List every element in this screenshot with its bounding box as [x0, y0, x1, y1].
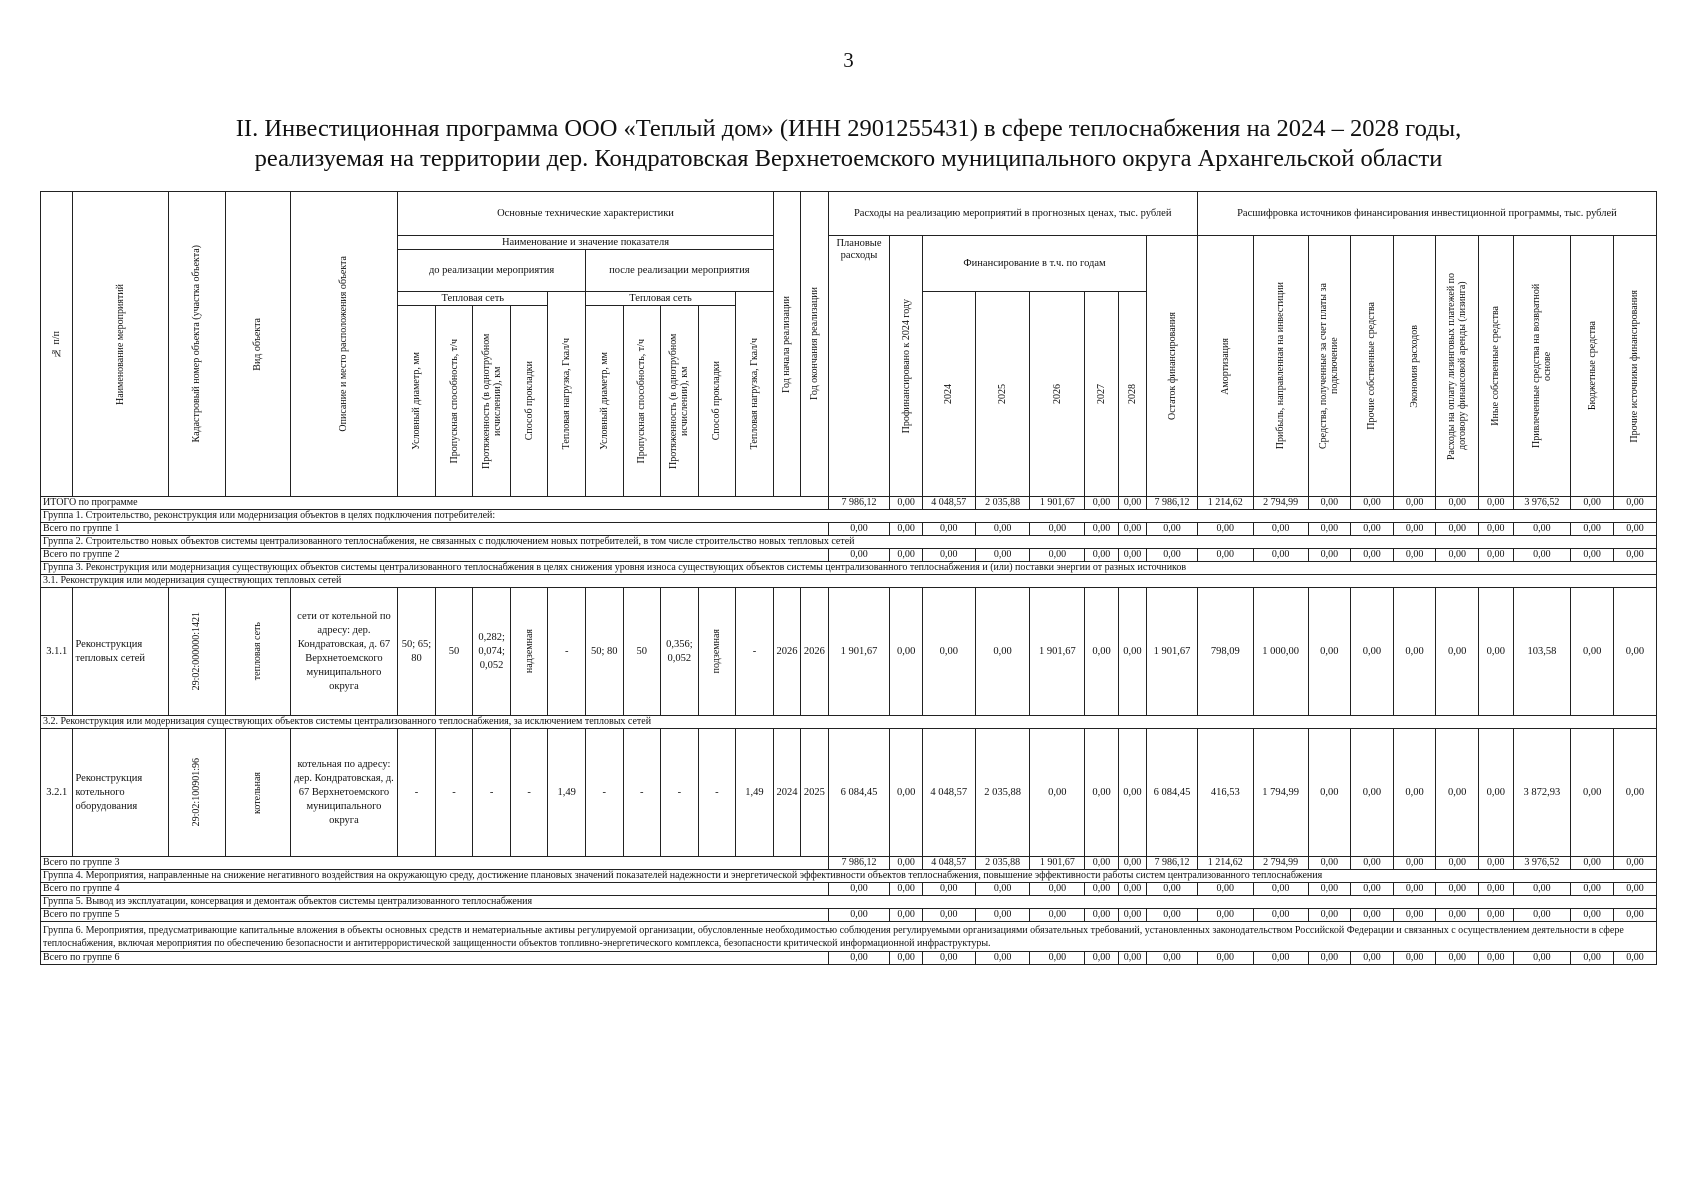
value-cell: 0,00 — [1613, 883, 1656, 896]
header-location: Описание и место расположения объекта — [290, 192, 398, 497]
table-cell: Всего по группе 5 — [41, 909, 829, 922]
group6-label-row — [41, 922, 1657, 952]
header-capacity-before: Пропускная способность, т/ч — [435, 306, 473, 497]
value-cell: 0,00 — [1393, 857, 1436, 870]
header-laying-before: Способ прокладки — [510, 306, 548, 497]
header-heat-net-before: Тепловая сеть — [398, 292, 548, 306]
value-cell: 0,00 — [1030, 909, 1085, 922]
table-cell: 2026 — [773, 588, 800, 716]
item-321-location: котельная по адресу: дер. Кондратовская, д. 67 Верхнетоемского муниципального округа — [290, 729, 398, 857]
value-cell: 0,00 — [1513, 523, 1571, 536]
value-cell: 0,00 — [1436, 729, 1479, 857]
value-cell: 0,00 — [890, 883, 922, 896]
header-leasing: Расходы на оплату лизинговых платежей по договору финансовой аренды (лизинга) — [1436, 236, 1479, 497]
header-length-before: Протяженность (в однотрубном исчислении), км — [473, 306, 511, 497]
value-cell: 0,00 — [1253, 952, 1308, 965]
value-cell: 0,00 — [1118, 497, 1146, 510]
title-line-1: II. Инвестиционная программа ООО «Теплый дом» (ИНН 2901255431) в сфере теплоснабжения на 2024 – 2028 годы, — [235, 115, 1462, 142]
table-cell: 2026 — [801, 588, 828, 716]
value-cell: 0,00 — [890, 729, 922, 857]
value-cell: 0,00 — [1571, 857, 1614, 870]
value-cell: 1 214,62 — [1197, 497, 1253, 510]
value-cell: 0,00 — [1571, 549, 1614, 562]
value-cell: 0,00 — [890, 909, 922, 922]
value-cell: 0,00 — [1147, 952, 1198, 965]
value-cell: 0,00 — [1513, 952, 1571, 965]
value-cell: 0,00 — [1085, 952, 1118, 965]
value-cell: 1 901,67 — [1030, 588, 1085, 716]
value-cell: 0,00 — [890, 952, 922, 965]
value-cell: 0,00 — [1030, 729, 1085, 857]
header-year-start: Год начала реализации — [773, 192, 800, 497]
value-cell: 0,00 — [1393, 523, 1436, 536]
value-cell: 3 976,52 — [1513, 857, 1571, 870]
value-cell: 0,00 — [1351, 549, 1394, 562]
header-diameter-after: Условный диаметр, мм — [585, 306, 623, 497]
value-cell: 0,00 — [975, 952, 1030, 965]
value-cell: 0,00 — [1308, 909, 1351, 922]
value-cell: 0,00 — [1351, 883, 1394, 896]
program-total-row — [41, 497, 1657, 510]
table-cell: 1,49 — [736, 729, 774, 857]
header-y2025: 2025 — [975, 292, 1030, 497]
header-financing-years: Финансирование в т.ч. по годам — [922, 236, 1146, 292]
value-cell: 0,00 — [1479, 588, 1514, 716]
header-amortization: Амортизация — [1197, 236, 1253, 497]
table-cell: Группа 5. Вывод из эксплуатации, консервация и демонтаж объектов системы централизованного теплоснабжения — [41, 896, 1657, 909]
value-cell: 0,00 — [1085, 883, 1118, 896]
header-length-after: Протяженность (в однотрубном исчислении), км — [661, 306, 699, 497]
header-load-before: Тепловая нагрузка, Гкал/ч — [548, 292, 586, 497]
value-cell: 0,00 — [922, 909, 975, 922]
value-cell: 0,00 — [890, 523, 922, 536]
table-cell: 2025 — [801, 729, 828, 857]
header-load-after: Тепловая нагрузка, Гкал/ч — [736, 292, 774, 497]
value-cell: 0,00 — [1436, 549, 1479, 562]
table-cell — [225, 588, 290, 716]
value-cell: 0,00 — [1479, 883, 1514, 896]
value-cell: 0,00 — [1351, 523, 1394, 536]
value-cell: 2 794,99 — [1253, 497, 1308, 510]
value-cell: 0,00 — [1118, 857, 1146, 870]
item-311-cadastral: 29:02:000000:1421 — [191, 612, 203, 691]
header-indicator: Наименование и значение показателя — [398, 236, 774, 250]
value-cell: 0,00 — [1571, 497, 1614, 510]
value-cell: 2 035,88 — [975, 729, 1030, 857]
value-cell: 0,00 — [828, 883, 890, 896]
value-cell: 0,00 — [1613, 952, 1656, 965]
title-line-2: реализуемая на территории дер. Кондратовская Верхнетоемского муниципального округа Архангельской области — [254, 145, 1443, 172]
table-cell — [225, 729, 290, 857]
value-cell: 4 048,57 — [922, 857, 975, 870]
value-cell: 0,00 — [1030, 523, 1085, 536]
value-cell: 0,00 — [1118, 729, 1146, 857]
header-capacity-after: Пропускная способность, т/ч — [623, 306, 661, 497]
value-cell: 0,00 — [1030, 549, 1085, 562]
header-remaining: Остаток финансирования — [1147, 236, 1198, 497]
value-cell: 0,00 — [1436, 497, 1479, 510]
value-cell: 0,00 — [1147, 883, 1198, 896]
value-cell: 0,00 — [1085, 549, 1118, 562]
value-cell: 0,00 — [1253, 883, 1308, 896]
value-cell: 0,00 — [1308, 952, 1351, 965]
value-cell: 0,00 — [890, 857, 922, 870]
value-cell: 0,00 — [1613, 909, 1656, 922]
group6-total-row — [41, 952, 1657, 965]
value-cell: 0,00 — [1613, 549, 1656, 562]
value-cell: 0,00 — [890, 588, 922, 716]
value-cell: 0,00 — [1351, 588, 1394, 716]
group1-total-row — [41, 523, 1657, 536]
value-cell: 0,00 — [1253, 523, 1308, 536]
value-cell: 0,00 — [1118, 588, 1146, 716]
value-cell: 0,00 — [1197, 549, 1253, 562]
value-cell: 1 901,67 — [1147, 588, 1198, 716]
item-321-name: Реконструкция котельного оборудования — [73, 729, 168, 857]
value-cell: 0,00 — [1351, 497, 1394, 510]
value-cell: 0,00 — [1197, 909, 1253, 922]
value-cell: 0,00 — [1118, 883, 1146, 896]
header-prefinanced: Профинансировано к 2024 году — [890, 236, 922, 497]
value-cell: 0,00 — [1571, 523, 1614, 536]
table-cell: - — [548, 588, 586, 716]
table-cell: 3.1. Реконструкция или модернизация существующих тепловых сетей — [41, 575, 1657, 588]
value-cell: 6 084,45 — [828, 729, 890, 857]
table-cell: - — [435, 729, 473, 857]
value-cell: 0,00 — [1613, 857, 1656, 870]
header-num: № п/п — [41, 192, 73, 497]
header-connection-fee: Средства, полученные за счет платы за подключение — [1308, 236, 1351, 497]
group4-label-row — [41, 870, 1657, 883]
value-cell: 0,00 — [1393, 588, 1436, 716]
value-cell: 0,00 — [1479, 909, 1514, 922]
table-cell: 1,49 — [548, 729, 586, 857]
value-cell: 0,00 — [1613, 523, 1656, 536]
table-cell: - — [398, 729, 436, 857]
value-cell: 2 035,88 — [975, 857, 1030, 870]
value-cell: 2 035,88 — [975, 497, 1030, 510]
header-y2026: 2026 — [1030, 292, 1085, 497]
value-cell: 0,00 — [1393, 909, 1436, 922]
header-other-sources: Прочие источники финансирования — [1613, 236, 1656, 497]
value-cell: 0,00 — [1436, 857, 1479, 870]
header-tech: Основные технические характеристики — [398, 192, 774, 236]
table-cell: Всего по группе 1 — [41, 523, 829, 536]
value-cell: 0,00 — [1513, 549, 1571, 562]
value-cell: 0,00 — [1118, 952, 1146, 965]
value-cell: 7 986,12 — [828, 857, 890, 870]
table-cell: 0,356; 0,052 — [661, 588, 699, 716]
header-heat-net-after: Тепловая сеть — [585, 292, 735, 306]
value-cell: 0,00 — [1085, 523, 1118, 536]
value-cell: 1 794,99 — [1253, 729, 1308, 857]
item-311-location: сети от котельной по адресу: дер. Кондратовская, д. 67 Верхнетоемского муниципального округа — [290, 588, 398, 716]
value-cell: 0,00 — [922, 883, 975, 896]
value-cell: 0,00 — [828, 952, 890, 965]
item-321-object-type: котельная — [252, 771, 264, 814]
header-other-own: Прочие собственные средства — [1351, 236, 1394, 497]
value-cell: 0,00 — [1085, 588, 1118, 716]
value-cell: 0,00 — [1308, 883, 1351, 896]
header-year-end: Год окончания реализации — [801, 192, 828, 497]
table-cell: - — [623, 729, 661, 857]
table-cell: - — [661, 729, 699, 857]
value-cell: 0,00 — [1030, 883, 1085, 896]
table-cell: 50 — [623, 588, 661, 716]
item-311-num: 3.1.1 — [41, 588, 73, 716]
value-cell: 0,00 — [1393, 883, 1436, 896]
group2-label-row — [41, 536, 1657, 549]
value-cell: 0,00 — [1118, 909, 1146, 922]
item-321-cadastral: 29:02:100901:96 — [191, 758, 203, 827]
value-cell: 0,00 — [1436, 588, 1479, 716]
page-number: 3 — [843, 48, 854, 72]
value-cell: 3 976,52 — [1513, 497, 1571, 510]
value-cell: 0,00 — [1393, 549, 1436, 562]
group5-total-row — [41, 909, 1657, 922]
table-cell: - — [510, 729, 548, 857]
value-cell: 0,00 — [1308, 588, 1351, 716]
table-cell: надземная — [510, 588, 548, 716]
value-cell: 2 794,99 — [1253, 857, 1308, 870]
table-cell: Группа 2. Строительство новых объектов системы централизованного теплоснабжения, не связанных с подключением новых потребителей, в том числе строительство новых тепловых сетей — [41, 536, 1657, 549]
table-cell — [168, 588, 225, 716]
value-cell: 0,00 — [975, 909, 1030, 922]
value-cell: 0,00 — [1118, 549, 1146, 562]
value-cell: 0,00 — [890, 549, 922, 562]
value-cell: 0,00 — [1253, 909, 1308, 922]
value-cell: 0,00 — [828, 549, 890, 562]
value-cell: 0,00 — [1436, 523, 1479, 536]
value-cell: 0,00 — [1436, 883, 1479, 896]
value-cell: 4 048,57 — [922, 497, 975, 510]
value-cell: 0,00 — [1571, 729, 1614, 857]
value-cell: 0,00 — [1479, 523, 1514, 536]
group3-sub2-row — [41, 716, 1657, 729]
value-cell: 0,00 — [975, 883, 1030, 896]
value-cell: 0,00 — [1613, 729, 1656, 857]
value-cell: 0,00 — [1030, 952, 1085, 965]
value-cell: 7 986,12 — [1147, 497, 1198, 510]
value-cell: 0,00 — [975, 549, 1030, 562]
value-cell: 0,00 — [1571, 588, 1614, 716]
value-cell: 0,00 — [1308, 549, 1351, 562]
item-321-row — [41, 729, 1657, 857]
header-borrowed: Привлеченные средства на возвратной основе — [1513, 236, 1571, 497]
table-cell: Всего по группе 2 — [41, 549, 829, 562]
header-y2028: 2028 — [1118, 292, 1146, 497]
document-title — [40, 114, 1657, 174]
value-cell: 0,00 — [1571, 952, 1614, 965]
table-cell: Группа 6. Мероприятия, предусматривающие капитальные вложения в объекты основных средств и нематериальные активы регулируемой организации, обусловленные необходимостью соблюдения регулируемыми организациями обязательных требований, установленных законодательством Российской Федерации и связанных с осуществлением деятельности в сфере теплоснабжения, включая мероприятия по обеспечению безопасности и антитеррористической защищенности объектов топливно-энергетического комплекса, безопасности критической информационной инфраструктуры. — [41, 922, 1657, 952]
group3-label-row — [41, 562, 1657, 575]
header-y2027: 2027 — [1085, 292, 1118, 497]
value-cell: 0,00 — [1085, 909, 1118, 922]
value-cell: 0,00 — [1253, 549, 1308, 562]
table-cell: Всего по группе 3 — [41, 857, 829, 870]
table-cell: - — [473, 729, 511, 857]
table-cell: 50 — [435, 588, 473, 716]
item-311-name: Реконструкция тепловых сетей — [73, 588, 168, 716]
value-cell: 1 901,67 — [828, 588, 890, 716]
value-cell: 1 214,62 — [1197, 857, 1253, 870]
value-cell: 0,00 — [828, 523, 890, 536]
value-cell: 0,00 — [1147, 549, 1198, 562]
value-cell: 0,00 — [1393, 497, 1436, 510]
group3-sub1-row — [41, 575, 1657, 588]
header-after: после реализации мероприятия — [585, 250, 773, 292]
value-cell: 0,00 — [1308, 857, 1351, 870]
value-cell: 0,00 — [1479, 952, 1514, 965]
value-cell: 0,00 — [1393, 729, 1436, 857]
header-budget: Бюджетные средства — [1571, 236, 1614, 497]
table-cell — [168, 729, 225, 857]
value-cell: 0,00 — [922, 523, 975, 536]
header-name: Наименование мероприятий — [73, 192, 168, 497]
table-cell: - — [585, 729, 623, 857]
value-cell: 0,00 — [1436, 909, 1479, 922]
value-cell: 0,00 — [1308, 523, 1351, 536]
group1-label-row — [41, 510, 1657, 523]
value-cell: 103,58 — [1513, 588, 1571, 716]
value-cell: 798,09 — [1197, 588, 1253, 716]
value-cell: 0,00 — [922, 588, 975, 716]
value-cell: 7 986,12 — [828, 497, 890, 510]
header-laying-after: Способ прокладки — [698, 306, 736, 497]
table-cell: - — [736, 588, 774, 716]
value-cell: 0,00 — [1613, 588, 1656, 716]
header-before: до реализации мероприятия — [398, 250, 586, 292]
table-cell: Всего по группе 4 — [41, 883, 829, 896]
value-cell: 0,00 — [1085, 857, 1118, 870]
value-cell: 0,00 — [1351, 729, 1394, 857]
value-cell: 0,00 — [890, 497, 922, 510]
value-cell: 0,00 — [1147, 909, 1198, 922]
value-cell: 1 901,67 — [1030, 857, 1085, 870]
value-cell: 0,00 — [1197, 523, 1253, 536]
header-cadastral: Кадастровый номер объекта (участка объекта) — [168, 192, 225, 497]
table-cell: 50; 65; 80 — [398, 588, 436, 716]
header-planned: Плановые расходы — [828, 236, 890, 497]
value-cell: 0,00 — [1118, 523, 1146, 536]
value-cell: 0,00 — [1479, 729, 1514, 857]
table-cell: Группа 1. Строительство, реконструкция или модернизация объектов в целях подключения потребителей: — [41, 510, 1657, 523]
value-cell: 0,00 — [975, 523, 1030, 536]
value-cell: 0,00 — [1479, 497, 1514, 510]
value-cell: 0,00 — [1479, 857, 1514, 870]
value-cell: 0,00 — [1147, 523, 1198, 536]
table-cell: Группа 3. Реконструкция или модернизация существующих объектов системы централизованного теплоснабжения в целях снижения уровня износа существующих объектов системы централизованного теплоснабжения и (или) поставки энергии от разных источников — [41, 562, 1657, 575]
table-cell: 0,282; 0,074; 0,052 — [473, 588, 511, 716]
value-cell: 7 986,12 — [1147, 857, 1198, 870]
value-cell: 0,00 — [1571, 883, 1614, 896]
item-311-row — [41, 588, 1657, 716]
group5-label-row — [41, 896, 1657, 909]
group2-total-row — [41, 549, 1657, 562]
value-cell: 1 901,67 — [1030, 497, 1085, 510]
table-cell: 50; 80 — [585, 588, 623, 716]
value-cell: 0,00 — [975, 588, 1030, 716]
value-cell: 0,00 — [828, 909, 890, 922]
header-profit: Прибыль, направленная на инвестиции — [1253, 236, 1308, 497]
value-cell: 0,00 — [1197, 883, 1253, 896]
value-cell: 0,00 — [1613, 497, 1656, 510]
value-cell: 4 048,57 — [922, 729, 975, 857]
value-cell: 3 872,93 — [1513, 729, 1571, 857]
value-cell: 0,00 — [1513, 883, 1571, 896]
value-cell: 0,00 — [1571, 909, 1614, 922]
value-cell: 0,00 — [1351, 909, 1394, 922]
group4-total-row — [41, 883, 1657, 896]
header-costs: Расходы на реализацию мероприятий в прогнозных ценах, тыс. рублей — [828, 192, 1197, 236]
table-cell: подземная — [698, 588, 736, 716]
table-cell: ИТОГО по программе — [41, 497, 829, 510]
item-311-object-type: тепловая сеть — [252, 622, 264, 681]
value-cell: 0,00 — [1197, 952, 1253, 965]
value-cell: 0,00 — [1085, 729, 1118, 857]
header-savings: Экономия расходов — [1393, 236, 1436, 497]
value-cell: 0,00 — [922, 952, 975, 965]
value-cell: 0,00 — [1393, 952, 1436, 965]
table-row — [41, 192, 1657, 236]
table-cell: Всего по группе 6 — [41, 952, 829, 965]
table-cell: 3.2. Реконструкция или модернизация существующих объектов системы централизованного теплоснабжения, за исключением тепловых сетей — [41, 716, 1657, 729]
value-cell: 0,00 — [1351, 857, 1394, 870]
value-cell: 0,00 — [1308, 497, 1351, 510]
value-cell: 0,00 — [1513, 909, 1571, 922]
group3-total-row — [41, 857, 1657, 870]
table-cell: 2024 — [773, 729, 800, 857]
header-y2024: 2024 — [922, 292, 975, 497]
header-sources: Расшифровка источников финансирования инвестиционной программы, тыс. рублей — [1197, 192, 1656, 236]
value-cell: 1 000,00 — [1253, 588, 1308, 716]
investment-program-table — [40, 191, 1657, 965]
header-object-type: Вид объекта — [225, 192, 290, 497]
value-cell: 0,00 — [1436, 952, 1479, 965]
value-cell: 0,00 — [1351, 952, 1394, 965]
header-diameter-before: Условный диаметр, мм — [398, 306, 436, 497]
value-cell: 6 084,45 — [1147, 729, 1198, 857]
value-cell: 0,00 — [1308, 729, 1351, 857]
table-cell: Группа 4. Мероприятия, направленные на снижение негативного воздействия на окружающую среду, достижение плановых значений показателей надежности и энергетической эффективности объектов теплоснабжения, повышение эффективности работы систем централизованного теплоснабжения — [41, 870, 1657, 883]
value-cell: 0,00 — [1479, 549, 1514, 562]
value-cell: 416,53 — [1197, 729, 1253, 857]
value-cell: 0,00 — [1085, 497, 1118, 510]
table-cell: - — [698, 729, 736, 857]
item-321-num: 3.2.1 — [41, 729, 73, 857]
value-cell: 0,00 — [922, 549, 975, 562]
header-other-own2: Иные собственные средства — [1479, 236, 1514, 497]
